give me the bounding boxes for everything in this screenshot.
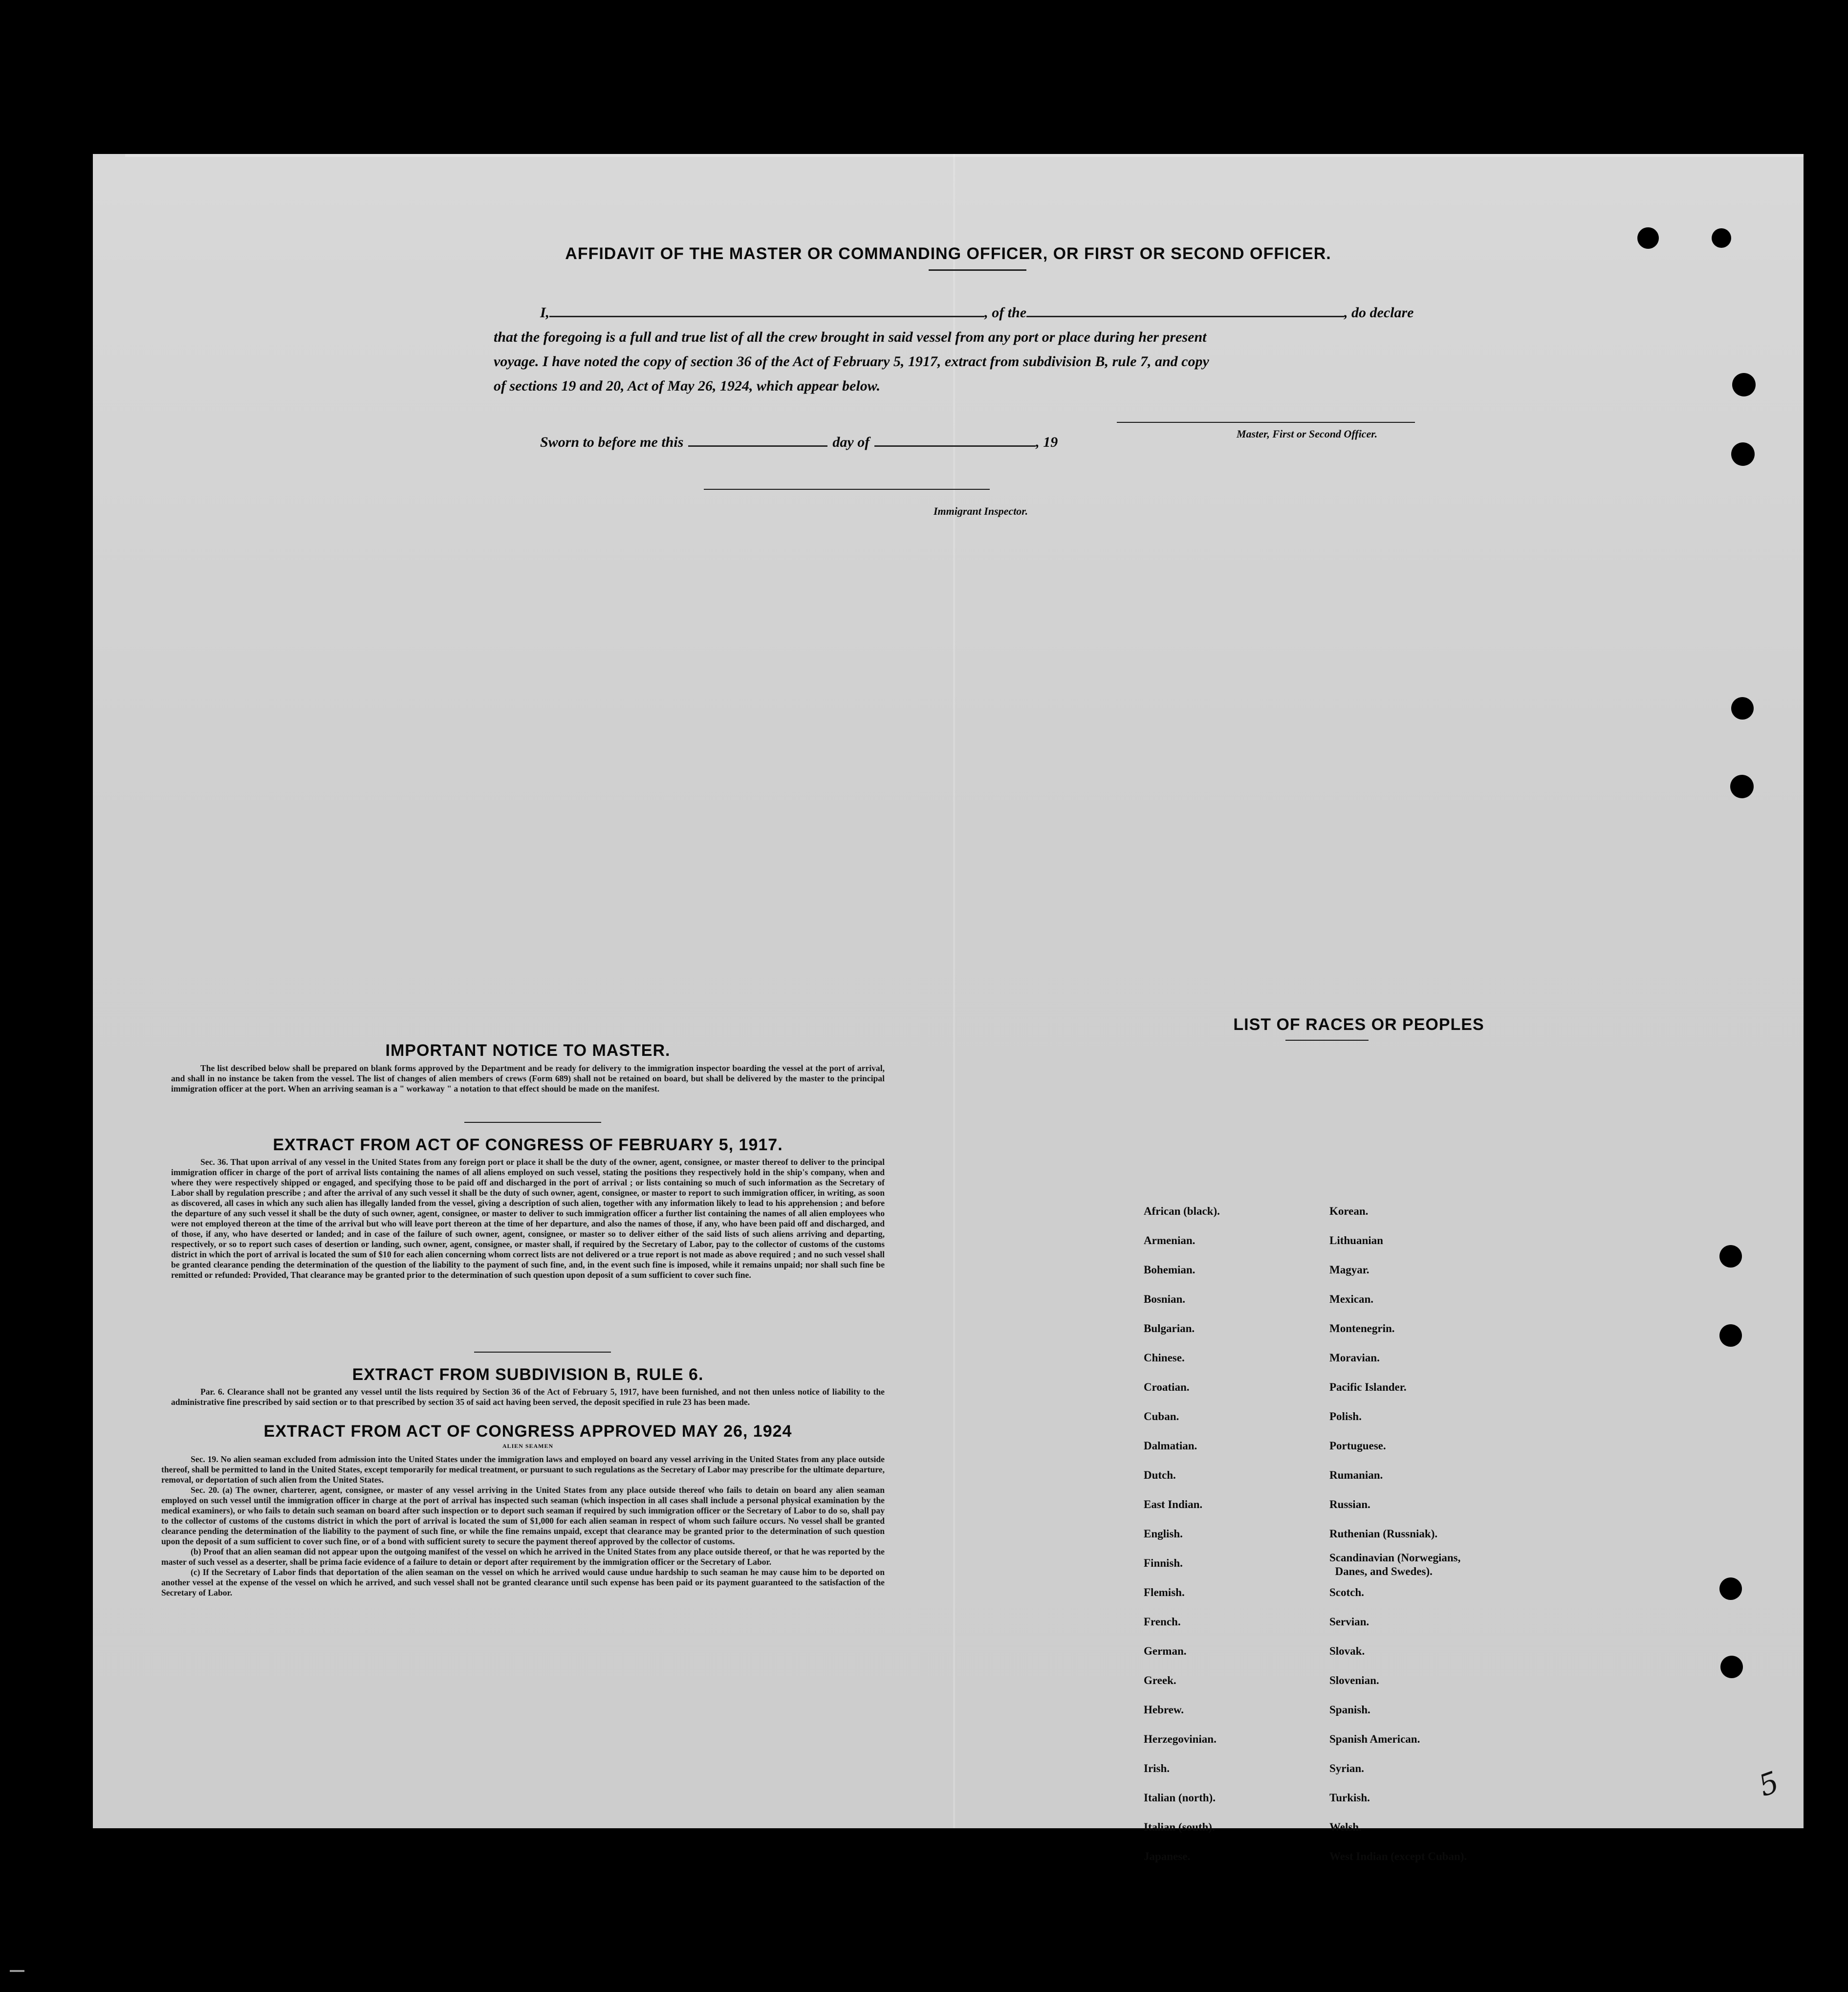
- race-item: French.: [1144, 1616, 1181, 1628]
- race-item: Italian (south).: [1144, 1821, 1215, 1833]
- race-item: Ruthenian (Russniak).: [1329, 1528, 1438, 1540]
- race-item: Hebrew.: [1144, 1704, 1184, 1716]
- extract-1924-sec20b: (b) Proof that an alien seaman did not appear upon the outgoing manifest of the vessel on which he arrived in the United States from any place outside thereof, or that he was reported by the master of such vessel as a deserter, shall be prima facie evidence of a failure to detain or deport after requirement by the immigration officer or the Secretary of Labor.: [161, 1547, 885, 1567]
- master-name-field[interactable]: [549, 316, 984, 317]
- sworn-prefix: Sworn to before me this: [540, 434, 684, 450]
- master-signature-caption: Master, First or Second Officer.: [1237, 428, 1378, 440]
- race-item: Herzegovinian.: [1144, 1733, 1217, 1745]
- race-item: Finnish.: [1144, 1557, 1183, 1569]
- race-item: Montenegrin.: [1329, 1322, 1395, 1335]
- punch-hole: [1719, 1577, 1742, 1600]
- race-item: Lithuanian: [1329, 1234, 1383, 1247]
- affidavit-text-line: of sections 19 and 20, Act of May 26, 1924, which appear below.: [494, 378, 881, 394]
- race-item: West Indian (except Cuban).: [1329, 1850, 1467, 1862]
- race-item: Rumanian.: [1329, 1469, 1383, 1481]
- extract-1924-paragraph: [161, 1454, 885, 1598]
- affidavit-text-line: that the foregoing is a full and true list of all the crew brought in said vessel from any port or place during her present: [494, 329, 1207, 345]
- race-item: Italian (north).: [1144, 1792, 1216, 1804]
- race-item: Scotch.: [1329, 1586, 1364, 1598]
- race-item: Flemish.: [1144, 1586, 1185, 1598]
- race-item: Scandinavian (Norwegians, Danes, and Swedes).: [1329, 1552, 1461, 1577]
- affidavit-title: AFFIDAVIT OF THE MASTER OR COMMANDING OFFICER, OR FIRST OR SECOND OFFICER.: [565, 244, 1331, 263]
- sworn-day-field[interactable]: [688, 445, 827, 447]
- section-divider: [474, 1352, 611, 1353]
- punch-hole: [1720, 1656, 1743, 1678]
- affidavit-declaration-line: [494, 301, 1608, 325]
- center-fold-line: [953, 154, 955, 1828]
- race-item: Bosnian.: [1144, 1293, 1186, 1305]
- punch-hole: [1719, 1245, 1742, 1268]
- extract-1917-title: EXTRACT FROM ACT OF CONGRESS OF FEBRUARY 5, 1917.: [273, 1136, 783, 1154]
- race-item: Armenian.: [1144, 1234, 1196, 1247]
- race-item: Syrian.: [1329, 1762, 1364, 1774]
- race-item: Chinese.: [1144, 1352, 1185, 1364]
- notice-text: The list described below shall be prepared on blank forms approved by the Department and be ready for delivery to the immigration inspector boarding the vessel at the port of arrival, and shall in no instance be taken from the vessel. The list of changes of alien members of crews (Form 689) shall not be retained on board, but shall be delivered by the master to the principal immigration officer at the port. When an arriving seaman is a " workaway " a notation to that effect should be made on the manifest.: [171, 1063, 885, 1094]
- extract-1917-text: Sec. 36. That upon arrival of any vessel in the United States from any foreign port or place it shall be the duty of the owner, agent, consignee, or master thereof to deliver to the principal immigration officer in charge of the port of arrival lists containing the names of all aliens employed on such vessel, stating the positions they respectively hold in the ship's company, when and where they were respectively shipped or engaged, and specifying those to be paid off and discharged in the port of arrival ; or lists containing so much of such information as the Secretary of Labor shall by regulation prescribe ; and after the arrival of any such vessel it shall be the duty of such owner, agent, consignee, or master to report to such immigration officer, in writing, as soon as discovered, all cases in which any such alien has illegally landed from the vessel, giving a description of such alien, together with any information likely to lead to his apprehension ; and before the departure of any such vessel it shall be the duty of such owner, agent, consignee, or master to deliver to such immigration officer a further list containing the names of all alien employees who were not employed thereon at the time of the arrival but who will leave port thereon at the time of her departure, and also the names of those, if any, who have been paid off and discharged, and of those, if any, who have deserted or landed; and in case of the failure of such owner, agent, consignee, or master so to deliver either of the said lists of such aliens arriving and departing, respectively, or so to report such cases of desertion or landing, such owner, agent, consignee, or master shall, if required by the Secretary of Labor, pay to the collector of customs of the customs district in which the port of arrival is located the sum of $10 for each alien concerning whom correct lists are not delivered or a true report is not made as above required ; and no such vessel shall be granted clearance pending the determination of the question of the liability to the payment of such fine, and, in the event such fine is imposed, while it remains unpaid; nor shall such fine be remitted or refunded: Provided, That clearance may be granted prior to the determination of such question upon deposit of a sum sufficient to cover such fine.: [171, 1157, 885, 1280]
- race-item: Korean.: [1329, 1205, 1369, 1217]
- race-item: Bohemian.: [1144, 1264, 1196, 1276]
- race-item: Turkish.: [1329, 1792, 1370, 1804]
- affidavit-of-the-label: , of the: [984, 305, 1027, 321]
- race-item: Croatian.: [1144, 1381, 1190, 1393]
- race-item: Slovenian.: [1329, 1674, 1379, 1686]
- race-item: Welsh.: [1329, 1821, 1362, 1833]
- sheet-top-edge: [125, 154, 1804, 157]
- affidavit-i-label: I,: [540, 305, 550, 321]
- section-divider: [464, 1122, 601, 1123]
- extract-1924-title: EXTRACT FROM ACT OF CONGRESS APPROVED MAY 26, 1924: [263, 1422, 792, 1441]
- sworn-year-label: , 19: [1036, 434, 1058, 450]
- race-item: Magyar.: [1329, 1264, 1370, 1276]
- race-item: Dalmatian.: [1144, 1440, 1197, 1452]
- race-item: African (black).: [1144, 1205, 1220, 1217]
- race-item: Pacific Islander.: [1329, 1381, 1407, 1393]
- sworn-month-field[interactable]: [874, 445, 1036, 447]
- affidavit-declare-label: , do declare: [1344, 305, 1414, 321]
- race-item: Portuguese.: [1329, 1440, 1386, 1452]
- extract-1924-sec20a: Sec. 20. (a) The owner, charterer, agent, consignee, or master of any vessel arriving in the United States from any place outside thereof who fails to detain on board any alien seaman employed on such vessel until the immigration officer in charge at the port of arrival has inspected such seaman (which inspection in all cases shall include a personal physical examination by the medical examiners), or who fails to detain such seaman on board after such inspection or to deport such seaman if required by such immigration officer or the Secretary of Labor to do so, shall pay to the collector of customs of the customs district in which the port of arrival is located the sum of $1,000 for each alien seaman in respect of whom such failure occurs. No vessel shall be granted clearance pending the determination of the liability to the payment of such fine, or while the fine remains unpaid, except that clearance may be granted prior to the determination of such question upon the deposit of a sum sufficient to cover such fine, or of a bond with sufficient surety to secure the payment thereof approved by the collector of customs.: [161, 1485, 885, 1546]
- race-item: Servian.: [1329, 1616, 1370, 1628]
- affidavit-text-line: voyage. I have noted the copy of section 36 of the Act of February 5, 1917, extract from subdivision B, rule 7, and copy: [494, 353, 1209, 370]
- punch-hole: [1719, 1324, 1742, 1347]
- race-item: Spanish American.: [1329, 1733, 1420, 1745]
- race-item: Bulgarian.: [1144, 1322, 1195, 1335]
- race-item: Japanese.: [1144, 1850, 1191, 1862]
- punch-hole: [1731, 697, 1754, 720]
- notice-title: IMPORTANT NOTICE TO MASTER.: [385, 1041, 671, 1060]
- title-divider: [929, 269, 1026, 271]
- extract-1924-sec20c: (c) If the Secretary of Labor finds that deportation of the alien seaman on the vessel on which he arrived would cause undue hardship to such seaman he may cause him to be deported on another vessel at the expense of the vessel on which he arrived, and such vessel shall not be granted clearance until such expense has been paid or its payment guaranteed to the satisfaction of the Secretary of Labor.: [161, 1567, 885, 1598]
- race-item: Spanish.: [1329, 1704, 1370, 1716]
- race-item: Moravian.: [1329, 1352, 1380, 1364]
- scan-speck: [10, 1970, 24, 1972]
- margin-mark: 5: [1754, 1765, 1784, 1804]
- vessel-name-field[interactable]: [1026, 316, 1344, 317]
- inspector-signature-caption: Immigrant Inspector.: [934, 505, 1028, 517]
- extract-rule6-text: Par. 6. Clearance shall not be granted any vessel until the lists required by Section 36 of the Act of February 5, 1917, have been furnished, and not then unless notice of liability to the administrative fine prescribed by said section or to that prescribed by section 35 of said act having been served, the deposit specified in rule 23 has been made.: [171, 1387, 885, 1407]
- notice-paragraph: [171, 1063, 885, 1094]
- document-sheet: [93, 154, 1804, 1862]
- punch-hole: [1732, 373, 1756, 396]
- race-item: Irish.: [1144, 1762, 1170, 1774]
- race-item: Dutch.: [1144, 1469, 1176, 1481]
- race-item: Greek.: [1144, 1674, 1176, 1686]
- race-item: Cuban.: [1144, 1410, 1179, 1423]
- extract-1924-sec19: Sec. 19. No alien seaman excluded from admission into the United States under the immigration laws and employed on board any vessel arriving in the United States from any place outside thereof, shall be permitted to land in the United States, except temporarily for medical treatment, or pursuant to such regulations as the Secretary of Labor may prescribe for the ultimate departure, removal, or deportation of such alien from the United States.: [161, 1454, 885, 1485]
- race-item: English.: [1144, 1528, 1183, 1540]
- race-item: Polish.: [1329, 1410, 1362, 1423]
- master-signature-line[interactable]: [1117, 422, 1415, 423]
- races-divider: [1285, 1040, 1369, 1041]
- race-item: Mexican.: [1329, 1293, 1374, 1305]
- races-title: LIST OF RACES OR PEOPLES: [1233, 1015, 1484, 1034]
- extract-rule6-title: EXTRACT FROM SUBDIVISION B, RULE 6.: [352, 1365, 704, 1384]
- race-item: Slovak.: [1329, 1645, 1365, 1657]
- punch-hole: [1731, 442, 1755, 466]
- punch-hole: [1730, 775, 1754, 798]
- race-item: German.: [1144, 1645, 1187, 1657]
- race-item: East Indian.: [1144, 1498, 1203, 1510]
- sworn-day-of-label: day of: [832, 434, 870, 450]
- inspector-signature-line[interactable]: [704, 489, 990, 490]
- extract-1924-subtitle: ALIEN SEAMEN: [502, 1443, 554, 1449]
- sworn-line: [540, 430, 1058, 455]
- extract-1917-paragraph: [171, 1157, 885, 1280]
- race-item: Russian.: [1329, 1498, 1370, 1510]
- extract-rule6-paragraph: [171, 1387, 885, 1407]
